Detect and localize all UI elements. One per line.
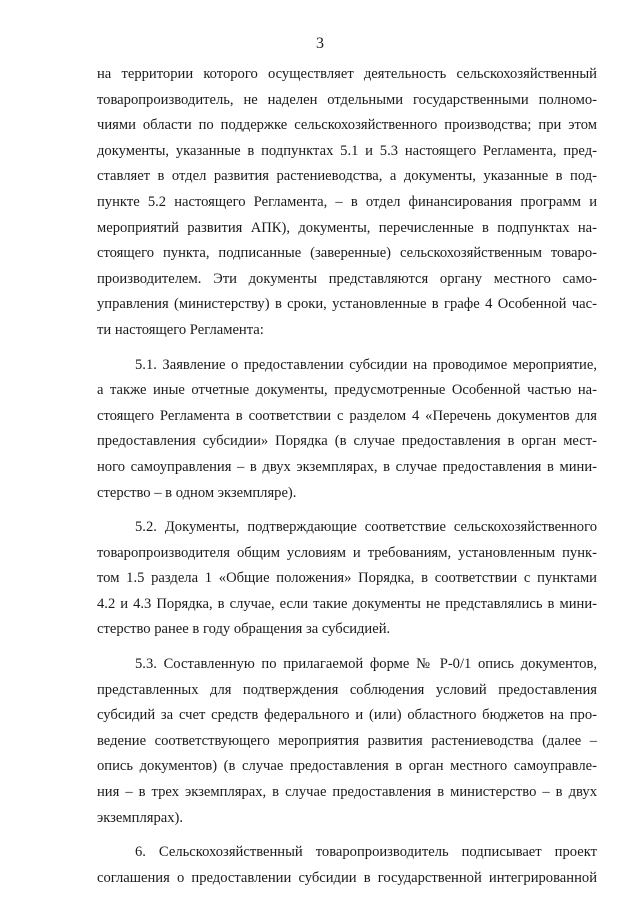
page-number: 3 <box>316 35 324 52</box>
text-line: субсидий за счет средств федерального и (или) областного бюджетов на про- <box>97 707 597 724</box>
text-line: предоставления субсидии» Порядка (в случае предоставления в орган мест- <box>97 433 597 450</box>
text-line: опись документов) (в случае предоставления в орган местного самоуправле- <box>97 758 597 775</box>
text-line: стоящего Регламента в соответствии с разделом 4 «Перечень документов для <box>97 407 597 424</box>
text-line: документы, указанные в подпунктах 5.1 и 5.3 настоящего Регламента, пред- <box>97 142 597 159</box>
text-line: мероприятий развития АПК), документы, перечисленные в подпунктах на- <box>97 219 597 236</box>
paragraph-continuation <box>97 62 597 344</box>
text-line: ставляет в отдел развития растениеводства, а документы, указанные в под- <box>97 168 597 185</box>
text-line: 4.2 и 4.3 Порядка, в случае, если такие документы не представлялись в мини- <box>97 595 597 612</box>
text-line: товаропроизводителя общим условиям и требованиям, установленным пунк- <box>97 544 597 561</box>
text-line: соглашения о предоставлении субсидии в государственной интегрированной <box>97 869 597 886</box>
text-line: ведение соответствующего мероприятия развития растениеводства (далее – <box>97 732 597 749</box>
text-line: 6. Сельскохозяйственный товаропроизводитель подписывает проект <box>135 844 597 861</box>
text-line: управления (министерству) в сроки, установленные в графе 4 Особенной час- <box>97 296 597 313</box>
paragraph-5-2 <box>97 515 597 643</box>
text-line: ного самоуправления – в двух экземплярах, в случае предоставления в мини- <box>97 458 597 475</box>
text-line: стерство – в одном экземпляре). <box>97 484 297 501</box>
text-line: чиями области по поддержке сельскохозяйственного производства; при этом <box>97 117 597 134</box>
text-line: на территории которого осуществляет деятельность сельскохозяйственный <box>97 66 597 82</box>
text-line: 5.2. Документы, подтверждающие соответствие сельскохозяйственного <box>135 519 597 536</box>
paragraph-5-3 <box>97 652 597 831</box>
paragraph-6 <box>97 840 597 891</box>
paragraph-5-1 <box>97 353 597 507</box>
text-line: представленных для подтверждения соблюдения условий предоставления <box>97 681 597 698</box>
text-line: 5.3. Составленную по прилагаемой форме № Р-0/1 опись документов, <box>135 656 597 673</box>
text-line: экземплярах). <box>97 809 184 826</box>
text-line: стерство ранее в году обращения за субсидией. <box>97 621 391 638</box>
text-line: товаропроизводитель, не наделен отдельными государственными полномо- <box>97 91 597 108</box>
text-line: пункте 5.2 настоящего Регламента, – в отдел финансирования программ и <box>97 193 597 210</box>
text-line: ния – в трех экземплярах, в случае предоставления в министерство – в двух <box>97 784 597 801</box>
document-body <box>97 62 597 891</box>
text-line: 5.1. Заявление о предоставлении субсидии на проводимое мероприятие, <box>135 356 597 373</box>
text-line: производителем. Эти документы представляются органу местного само- <box>97 270 597 287</box>
text-line: том 1.5 раздела 1 «Общие положения» Порядка, в соответствии с пунктами <box>97 570 597 587</box>
text-line: стоящего пункта, подписанные (заверенные) сельскохозяйственным товаро- <box>97 245 597 262</box>
text-line: а также иные отчетные документы, предусмотренные Особенной частью на- <box>97 382 597 399</box>
text-line: ти настоящего Регламента: <box>97 321 264 338</box>
